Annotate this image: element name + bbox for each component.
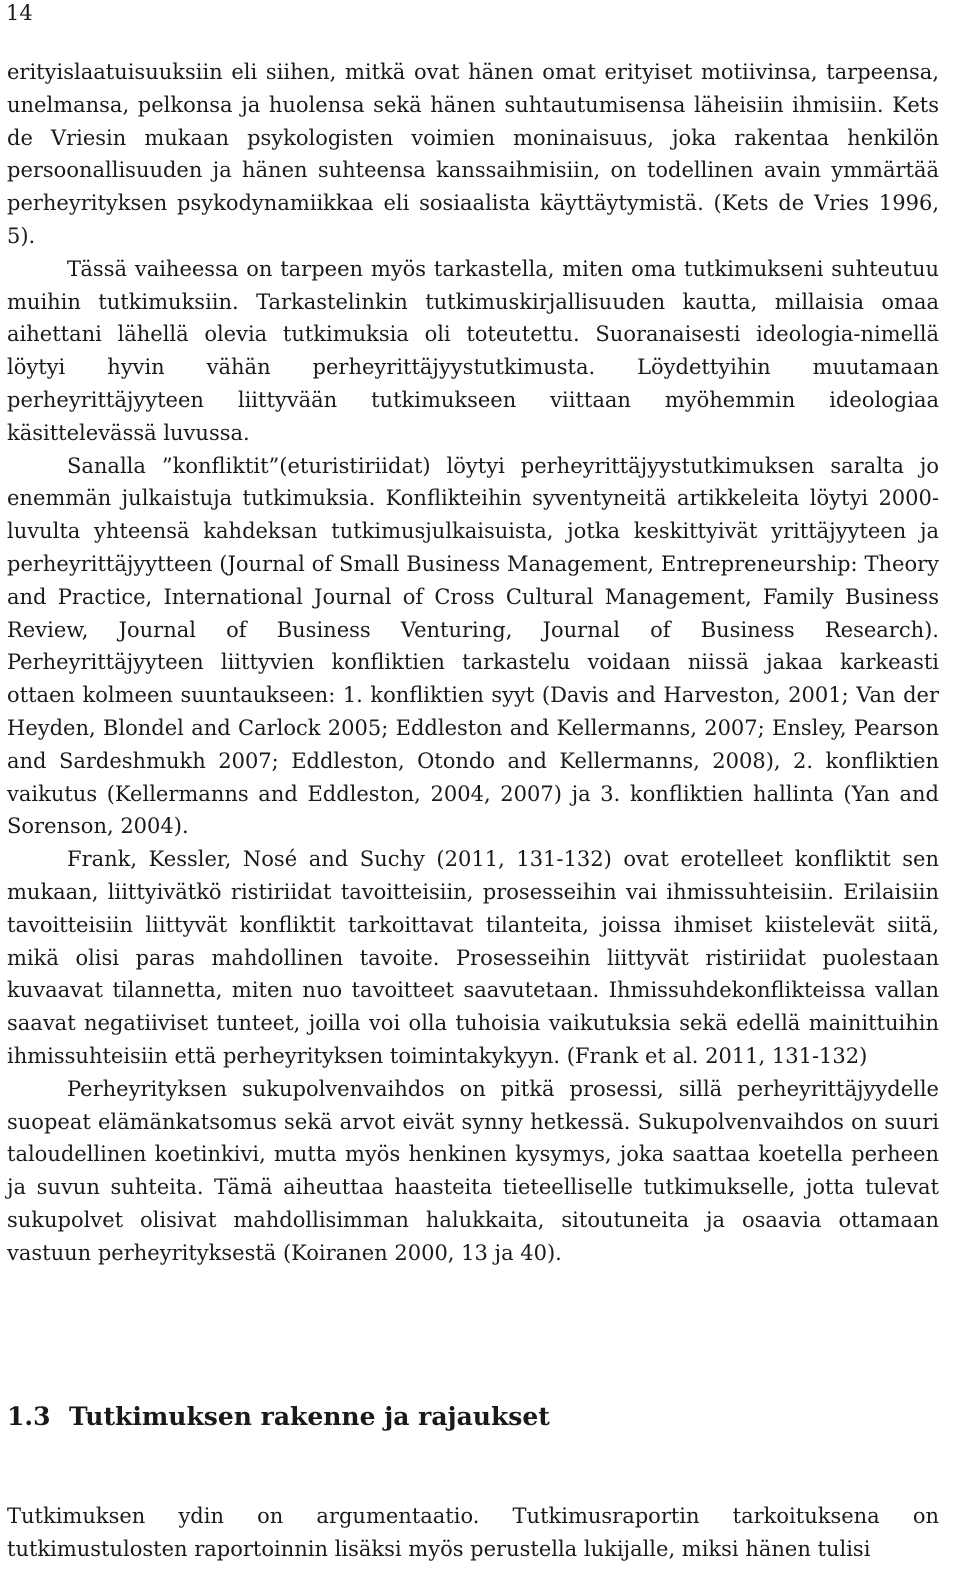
section-heading xyxy=(7,1400,550,1434)
page-number: 14 xyxy=(6,1,33,25)
paragraph: Perheyrityksen sukupolvenvaihdos on pitkä prosessi, sillä perheyrittäjyydelle suopeat elämänkatsomus sekä arvot eivät synny hetkessä. Sukupolvenvaihdos on suuri taloudellinen koetinkivi, mutta myös henkinen kysymys, joka saattaa koetella perheen ja suvun suhteita. Tämä aiheuttaa haasteita tieteelliselle tutkimukselle, jotta tulevat sukupolvet olisivat mahdollisimman halukkaita, sitoutuneita ja osaavia ottamaan vastuun perheyrityksestä (Koiranen 2000, 13 ja 40). xyxy=(7,1076,939,1265)
section-number: 1.3 xyxy=(7,1402,51,1431)
paragraph: Frank, Kessler, Nosé and Suchy (2011, 131-132) ovat erotelleet konfliktit sen mukaan, liittyivätkö ristiriidat tavoitteisiin, prosesseihin vai ihmissuhteisiin. Erilaisiin tavoitteisiin liittyvät konfliktit tarkoittavat tilanteita, joissa ihmiset kiistelevät siitä, mikä olisi paras mahdollinen tavoite. Prosesseihin liittyvät ristiriidat puolestaan kuvaavat tilannetta, miten nuo tavoitteet saavutetaan. Ihmissuhdekonflikteissa vallan saavat negatiiviset tunteet, joilla voi olla tuhoisia vaikutuksia sekä edellä mainittuihin ihmissuhteisiin että perheyrityksen toimintakykyyn. (Frank et al. 2011, 131-132) xyxy=(7,847,939,1068)
section-paragraph: Tutkimuksen ydin on argumentaatio. Tutkimusraportin tarkoituksena on tutkimustulosten raportoinnin lisäksi myös perustella lukijalle, miksi hänen tulisi xyxy=(7,1504,939,1561)
section-title: Tutkimuksen rakenne ja rajaukset xyxy=(69,1402,550,1431)
paragraph: Sanalla ”konfliktit”(eturistiriidat) löytyi perheyrittäjyystutkimuksen saralta jo enemmän julkaistuja tutkimuksia. Konflikteihin syventyneitä artikkeleita löytyi 2000-luvulta yhteensä kahdeksan tutkimusjulkaisuista, jotka keskittyivät yrittäjyyteen ja perheyrittäjyytteen (Journal of Small Business Management, Entrepreneurship: Theory and Practice, International Journal of Cross Cultural Management, Family Business Review, Journal of Business Venturing, Journal of Business Research). Perheyrittäjyyteen liittyvien konfliktien tarkastelu voidaan niissä jakaa karkeasti ottaen kolmeen suuntaukseen: 1. konfliktien syyt (Davis and Harveston, 2001; Van der Heyden, Blondel and Carlock 2005; Eddleston and Kellermanns, 2007; Ensley, Pearson and Sardeshmukh 2007; Eddleston, Otondo and Kellermanns, 2008), 2. konfliktien vaikutus (Kellermanns and Eddleston, 2004, 2007) ja 3. konfliktien hallinta (Yan and Sorenson, 2004). xyxy=(7,453,939,839)
paragraph: erityislaatuisuuksiin eli siihen, mitkä ovat hänen omat erityiset motiivinsa, tarpeensa, unelmansa, pelkonsa ja huolensa sekä hänen suhtautumisensa läheisiin ihmisiin. Kets de Vriesin mukaan psykologisten voimien moninaisuus, joka rakentaa henkilön persoonallisuuden ja hänen suhteensa kanssaihmisiin, on todellinen avain ymmärtää perheyrityksen psykodynamiikkaa eli sosiaalista käyttäytymistä. (Kets de Vries 1996, 5). xyxy=(7,60,939,248)
paragraph: Tässä vaiheessa on tarpeen myös tarkastella, miten oma tutkimukseni suhteutuu muihin tutkimuksiin. Tarkastelinkin tutkimuskirjallisuuden kautta, millaisia omaa aihettani lähellä olevia tutkimuksia oli toteutettu. Suoranaisesti ideologia-nimellä löytyi hyvin vähän perheyrittäjyystutkimusta. Löydettyihin muutamaan perheyrittäjyyteen liittyvään tutkimukseen viittaan myöhemmin ideologiaa käsittelevässä luvussa. xyxy=(7,256,939,445)
body-text xyxy=(7,56,939,1269)
